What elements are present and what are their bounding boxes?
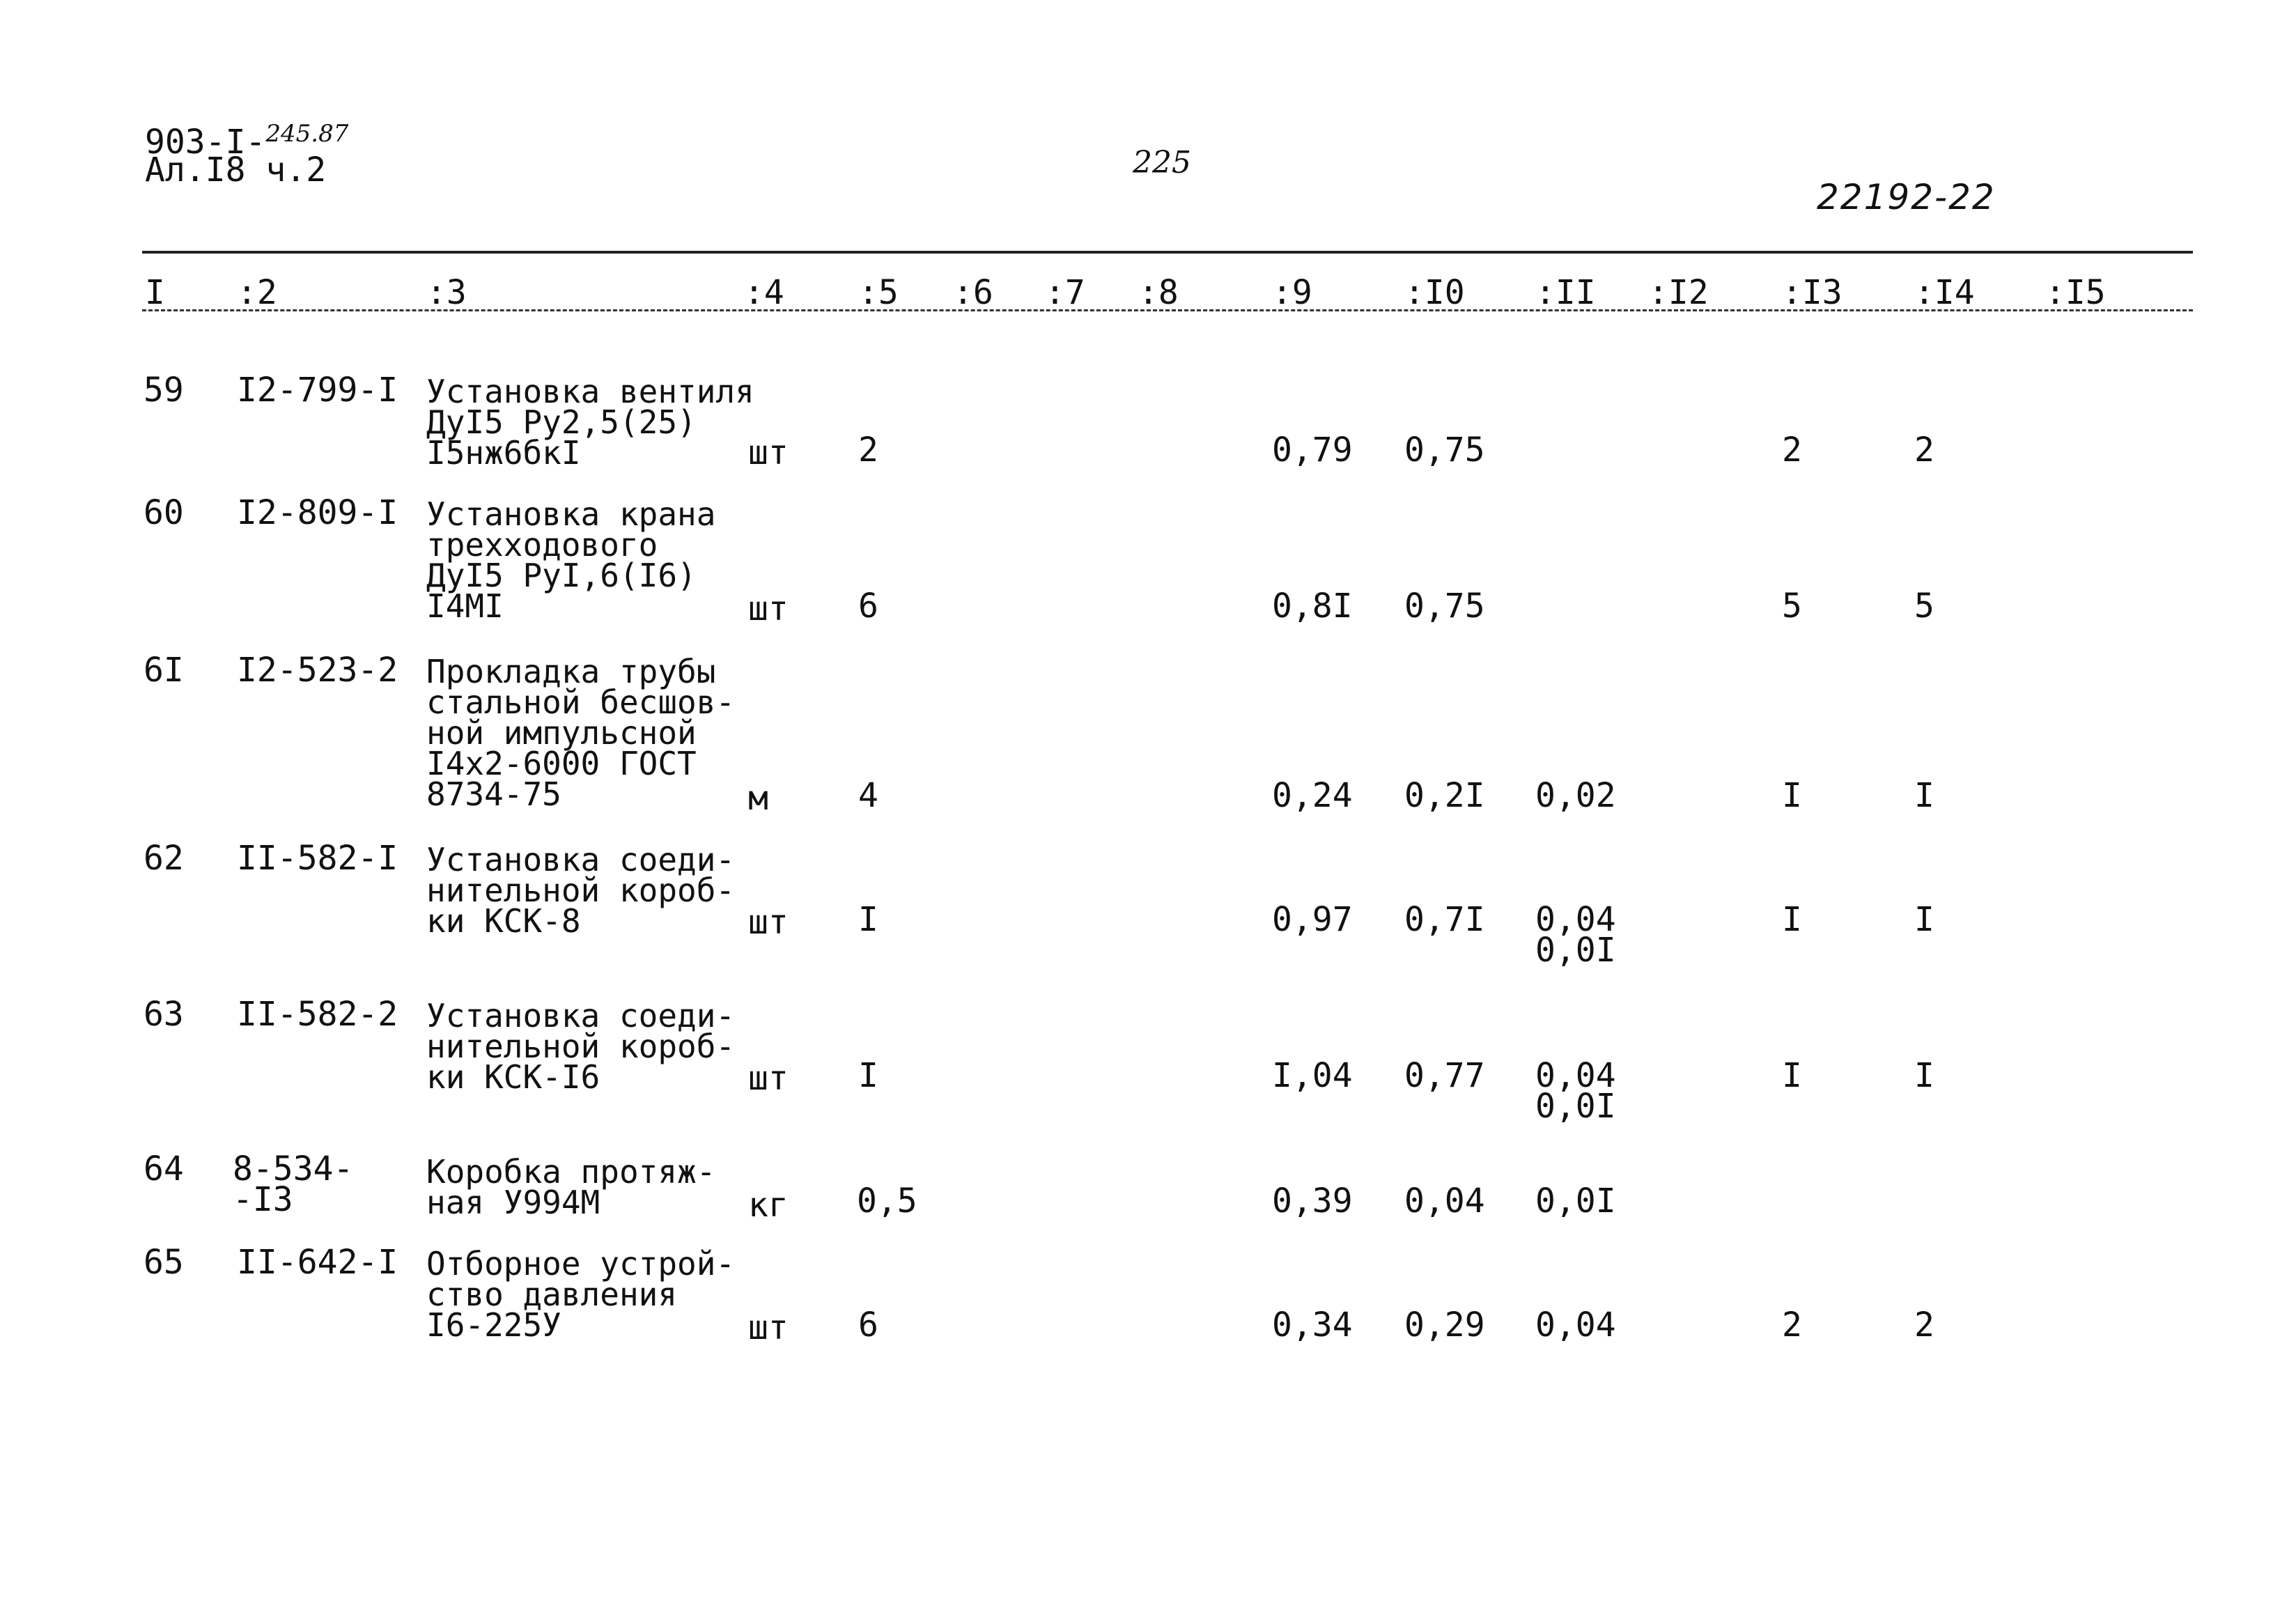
value-col14: I — [1914, 900, 1934, 939]
row-number: 6I — [144, 651, 184, 690]
column-header-9: :9 — [1272, 273, 1312, 312]
value-col10: 0,29 — [1404, 1306, 1485, 1345]
value-col11: 0,04 — [1535, 1306, 1616, 1345]
rate-code: II-642-I — [237, 1243, 398, 1282]
row-number: 63 — [144, 995, 184, 1034]
column-header-5: :5 — [858, 273, 899, 312]
value-col14: 2 — [1914, 431, 1934, 470]
rate-code-continued: -I3 — [233, 1180, 293, 1219]
column-header-12: :I2 — [1648, 273, 1709, 312]
value-col11-second: 0,0I — [1535, 931, 1616, 970]
column-header-10: :I0 — [1404, 273, 1465, 312]
work-description: Установка вентиля ДуI5 Ру2,5(25) I5нж6бкI — [426, 373, 754, 472]
rate-code: II-582-I — [237, 839, 398, 878]
unit: шт — [748, 433, 789, 472]
value-col10: 0,2I — [1404, 776, 1485, 815]
document-code-printed: 903-I- — [145, 123, 266, 162]
value-col9: I,04 — [1272, 1056, 1353, 1095]
rate-code: II-582-2 — [237, 995, 398, 1034]
value-col9: 0,39 — [1272, 1182, 1353, 1221]
value-col9: 0,34 — [1272, 1306, 1353, 1345]
row-number: 64 — [144, 1149, 184, 1188]
value-col9: 0,97 — [1272, 900, 1353, 939]
value-col10: 0,7I — [1404, 900, 1485, 939]
unit: кг — [748, 1186, 789, 1225]
column-header-6: :6 — [953, 273, 993, 312]
column-header-7: :7 — [1045, 273, 1085, 312]
work-description: Коробка протяж- ная У994М — [426, 1153, 716, 1221]
top-rule — [142, 251, 2193, 254]
album-part: Ал.I8 ч.2 — [145, 150, 327, 189]
value-col13: 2 — [1782, 431, 1802, 470]
value-col11: 0,0I — [1535, 1182, 1616, 1221]
column-header-14: :I4 — [1914, 273, 1975, 312]
value-col11: 0,02 — [1535, 776, 1616, 815]
quantity: 6 — [858, 587, 878, 626]
quantity: I — [858, 1056, 878, 1095]
value-col13: 5 — [1782, 587, 1802, 626]
value-col9: 0,79 — [1272, 431, 1353, 470]
value-col9: 0,24 — [1272, 776, 1353, 815]
value-col11-second: 0,0I — [1535, 1087, 1616, 1126]
row-number: 60 — [144, 493, 184, 532]
quantity: 6 — [858, 1306, 878, 1345]
value-col14: I — [1914, 776, 1934, 815]
value-col14: 2 — [1914, 1306, 1934, 1345]
quantity: 2 — [858, 431, 878, 470]
column-header-4: :4 — [744, 273, 784, 312]
unit: шт — [748, 1059, 789, 1098]
work-description: Отборное устрой- ство давления I6-225У — [426, 1245, 736, 1344]
work-description: Установка соеди- нительной короб- ки КСК-I6 — [426, 997, 736, 1096]
work-description: Установка соеди- нительной короб- ки КСК-8 — [426, 841, 736, 940]
value-col11: 0,04 — [1535, 900, 1616, 939]
value-col13: 2 — [1782, 1306, 1802, 1345]
unit: шт — [748, 903, 789, 942]
work-description: Прокладка трубы стальной бесшов- ной импульсной I4x2-6000 ГОСТ 8734-75 — [426, 653, 736, 813]
quantity: 0,5 — [857, 1182, 917, 1221]
value-col9: 0,8I — [1272, 587, 1353, 626]
value-col14: I — [1914, 1056, 1934, 1095]
rate-code: 8-534- — [233, 1149, 354, 1188]
row-number: 62 — [144, 839, 184, 878]
quantity: I — [858, 900, 878, 939]
column-header-2: :2 — [237, 273, 277, 312]
rate-code: I2-523-2 — [237, 651, 398, 690]
rate-code: I2-809-I — [237, 493, 398, 532]
page-number: 225 — [1133, 145, 1191, 180]
column-header-15: :I5 — [2045, 273, 2106, 312]
column-header-8: :8 — [1138, 273, 1179, 312]
column-header-1: I — [145, 273, 165, 312]
quantity: 4 — [858, 776, 878, 815]
rate-code: I2-799-I — [237, 371, 398, 410]
value-col10: 0,75 — [1404, 587, 1485, 626]
row-number: 65 — [144, 1243, 184, 1282]
work-description: Установка крана трехходового ДуI5 РуI,6(I6) I4MI — [426, 495, 716, 625]
column-header-11: :II — [1535, 273, 1596, 312]
row-number: 59 — [144, 371, 184, 410]
unit: шт — [748, 589, 789, 628]
value-col13: I — [1782, 776, 1802, 815]
column-header-13: :I3 — [1782, 273, 1843, 312]
value-col10: 0,04 — [1404, 1182, 1485, 1221]
value-col14: 5 — [1914, 587, 1934, 626]
value-col11: 0,04 — [1535, 1056, 1616, 1095]
value-col10: 0,75 — [1404, 431, 1485, 470]
value-col13: I — [1782, 1056, 1802, 1095]
unit: шт — [748, 1308, 789, 1347]
archive-code: 22192-22 — [1817, 177, 1996, 217]
value-col10: 0,77 — [1404, 1056, 1485, 1095]
value-col13: I — [1782, 900, 1802, 939]
document-code-handwritten: 245.87 — [265, 120, 349, 148]
unit: м — [748, 779, 768, 818]
column-header-3: :3 — [426, 273, 467, 312]
